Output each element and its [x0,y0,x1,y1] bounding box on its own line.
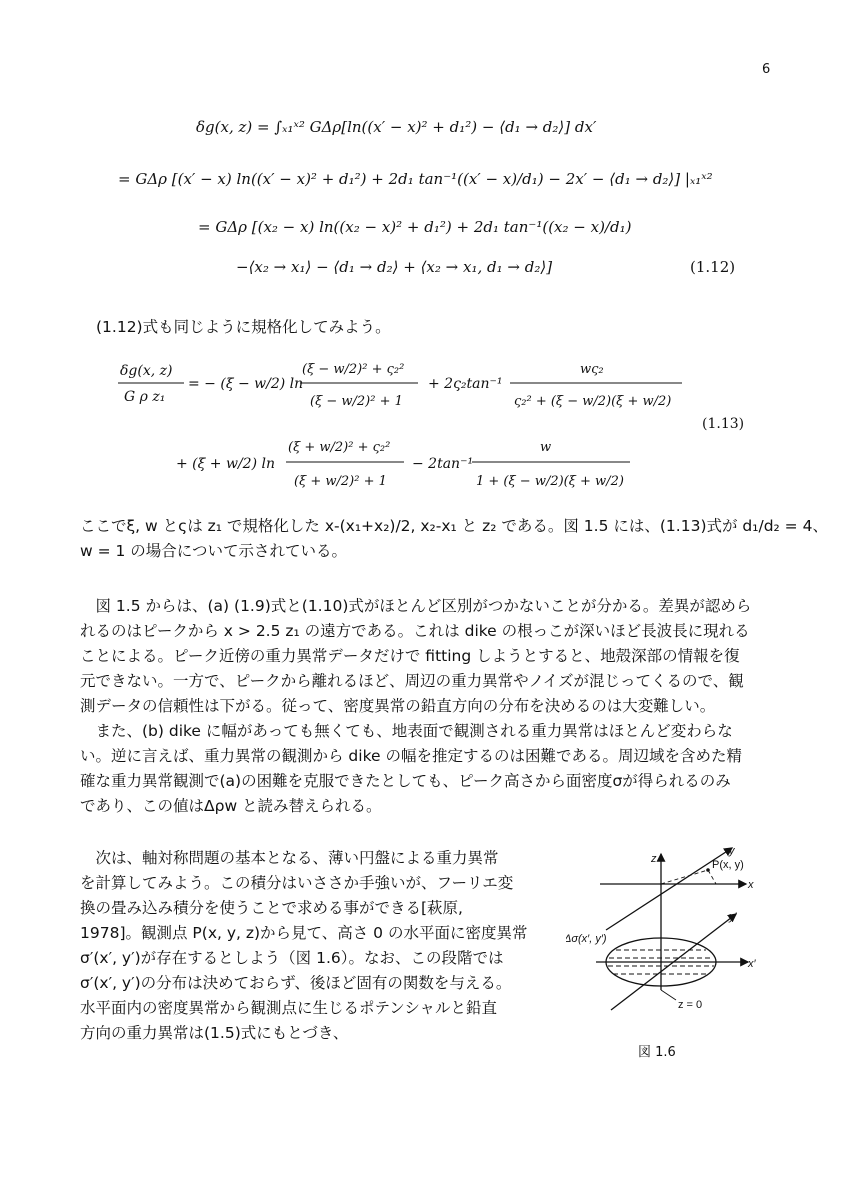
eq-1-13-ln2-num: (ξ + w/2)² + ς₂² [288,440,391,455]
equation-number-1-13: (1.13) [702,416,745,432]
paragraph-2-line: 図 1.5 からは、(a) (1.9)式と(1.10)式がほとんど区別がつかないことが分かる。差異が認めら [80,597,752,615]
fig-p-label: P(x, y) [712,859,744,871]
paragraph-3-line: 確な重力異常観測で(a)の困難を克服できたとしても、ピーク高さから面密度σが得られるのみ [80,772,731,790]
paragraph-3 [80,719,742,819]
paragraph-4-line: 換の畳み込み積分を使うことで求める事ができる[萩原, [80,899,463,917]
z0-leader [661,990,676,1000]
fig-x-prime-label: x′ [748,958,756,970]
paragraph-4-line: 水平面内の密度異常から観測点に生じるポテンシャルと鉛直 [80,999,498,1017]
fig-y-label: y [729,845,735,857]
figure-1-6 [566,840,766,1070]
paragraph-1-line: w = 1 の場合について示されている。 [80,542,347,560]
intro-1-13: (1.12)式も同じように規格化してみよう。 [96,318,391,336]
equation-1-12-line-3: = GΔρ [(x₂ − x) ln((x₂ − x)² + d₁²) + 2d₁ tan⁻¹((x₂ − x)/d₁) [198,218,632,236]
eq-1-13-mid1: + 2ς₂tan⁻¹ [428,376,503,392]
eq-1-13-at2-den: 1 + (ξ − w/2)(ξ + w/2) [476,474,624,489]
equation-1-12-line-1: δg(x, z) = ∫ₓ₁ˣ² GΔρ[ln((x′ − x)² + d₁²) − ⟨d₁ → d₂⟩] dx′ [196,118,597,136]
figure-caption: 図 1.6 [638,1045,676,1060]
eq-1-13-ln2-den: (ξ + w/2)² + 1 [294,474,387,489]
paragraph-2-line: ことによる。ピーク近傍の重力異常データだけで fitting しようとすると、地殻深部の情報を復 [80,647,740,665]
eq-1-13-lhs-num: δg(x, z) [120,363,173,379]
eq-1-13-at2-num: w [540,440,552,455]
paragraph-1 [80,514,828,564]
paragraph-3-line: であり、この値はΔρw と読み替えられる。 [80,797,382,815]
fig-z-label: z [651,853,657,865]
observation-point-p [706,868,710,872]
paragraph-4-line: 次は、軸対称問題の基本となる、薄い円盤による重力異常 [80,849,499,867]
page-number: 6 [762,62,771,77]
paragraph-4-line: σ′(x′, y′)が存在するとしよう（図 1.6）。なお、この段階では [80,949,504,967]
eq-1-13-term2: + (ξ + w/2) ln [176,456,275,472]
fig-x-label: x [748,879,754,891]
eq-1-13-ln1-den: (ξ − w/2)² + 1 [310,394,403,409]
paragraph-4-line: を計算してみよう。この積分はいささか手強いが、フーリエ変 [80,874,514,892]
paragraph-2 [80,594,751,719]
paragraph-1-line: ここでξ, w とςは z₁ で規格化した x-(x₁+x₂)/2, x₂-x₁ と z₂ である。図 1.5 には、(1.13)式が d₁/d₂ = 4、 [80,517,828,535]
fig-y-prime-label: y′ [729,911,737,923]
eq-1-13-at1-num: wς₂ [580,362,604,377]
paragraph-2-line: 元できない。一方で、ピークから離れるほど、周辺の重力異常やノイズが混じってくるので、観 [80,672,744,690]
eq-1-13-lhs-den: G ρ z₁ [124,389,166,405]
eq-1-13-mid2: − 2tan⁻¹ [412,456,474,472]
paragraph-4-line: σ′(x′, y′)の分布は決めておらず、後ほど固有の関数を与える。 [80,974,512,992]
paragraph-4-line: 1978]。観測点 P(x, y, z)から見て、高さ 0 の水平面に密度異常 [80,924,528,942]
paragraph-3-line: また、(b) dike に幅があっても無くても、地表面で観測される重力異常はほとんど変わらな [80,722,733,740]
paragraph-2-line: れるのはピークから x > 2.5 z₁ の遠方である。これは dike の根っこが深いほど長波長に現れる [80,622,750,640]
paragraph-4 [80,846,555,1046]
equation-number-1-12: (1.12) [690,258,736,276]
eq-1-13-term1: = − (ξ − w/2) ln [188,376,304,392]
fig-z0-label: z = 0 [678,999,703,1011]
eq-1-13-ln1-num: (ξ − w/2)² + ς₂² [302,362,405,377]
p-drop-line [708,870,716,884]
paragraph-2-line: 測データの信頼性は下がる。従って、密度異常の鉛直方向の分布を決めるのは大変難しい。 [80,697,716,715]
equation-1-12-line-4: −⟨x₂ → x₁⟩ − ⟨d₁ → d₂⟩ + ⟨x₂ → x₁, d₁ → d₂⟩] [236,258,553,276]
equation-1-13 [110,345,750,509]
eq-1-13-at1-den: ς₂² + (ξ − w/2)(ξ + w/2) [514,394,672,409]
fig-sigma-label: Δσ(x′, y′) [566,933,607,945]
equation-1-12-line-2: = GΔρ [(x′ − x) ln((x′ − x)² + d₁²) + 2d₁ tan⁻¹((x′ − x)/d₁) − 2x′ − ⟨d₁ → d₂⟩] |ₓ₁ˣ² [118,170,713,188]
paragraph-4-line: 方向の重力異常は(1.5)式にもとづき、 [80,1024,349,1042]
paragraph-3-line: い。逆に言えば、重力異常の観測から dike の幅を推定するのは困難である。周辺域を含めた精 [80,747,742,765]
p-projection-line [661,870,708,884]
